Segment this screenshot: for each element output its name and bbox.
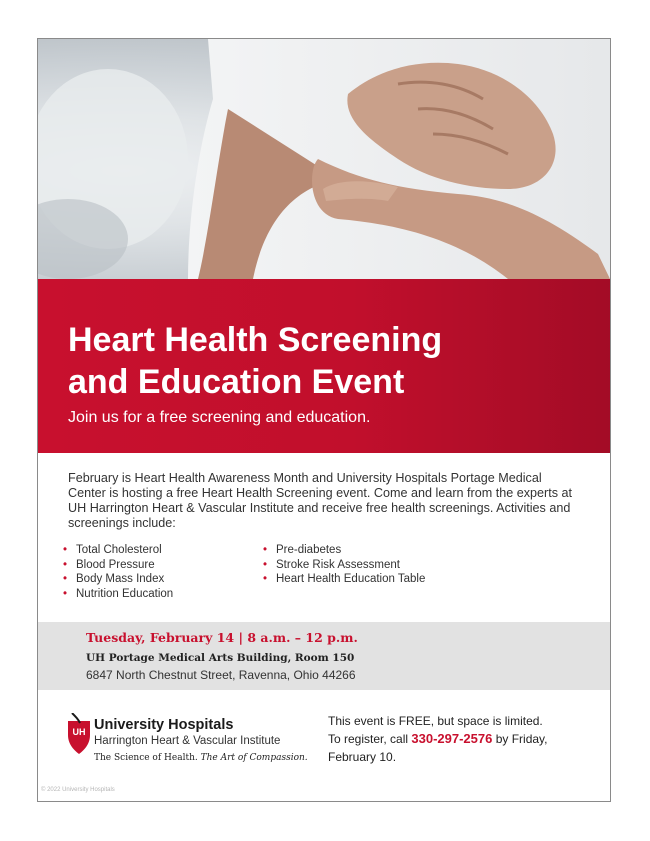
event-venue: UH Portage Medical Arts Building, Room 150 xyxy=(86,652,355,664)
list-item-label: Body Mass Index xyxy=(76,573,165,585)
uh-mark-text: UH xyxy=(72,727,86,737)
flyer xyxy=(37,38,611,802)
tagline xyxy=(94,753,308,763)
activities-list-right xyxy=(263,543,425,587)
intro-paragraph: February is Heart Health Awareness Month and University Hospitals Portage Medical Center is hosting a free Heart Health Screening event. Come and learn from the experts at UH Harrington Heart & Vascular Institute and receive free health screenings. Activities and screenings include: xyxy=(68,471,573,530)
tagline-plain: The Science of Health. xyxy=(94,753,198,763)
event-date-time: Tuesday, February 14 | 8 a.m. – 12 p.m. xyxy=(86,630,358,645)
event-title-line2: and Education Event xyxy=(68,363,405,401)
uh-logo xyxy=(66,711,316,771)
list-item-label: Stroke Risk Assessment xyxy=(276,558,400,571)
bullet-icon: • xyxy=(263,544,268,556)
list-item-label: Nutrition Education xyxy=(76,587,174,600)
hero-photo xyxy=(38,39,610,279)
registration-call-text: To register, call xyxy=(328,732,409,746)
institute-name: Harrington Heart & Vascular Institute xyxy=(94,735,281,747)
uh-shield-icon xyxy=(66,713,92,755)
list-item xyxy=(263,558,425,573)
list-item-label: Blood Pressure xyxy=(76,558,155,571)
bullet-icon: • xyxy=(63,544,68,556)
list-item-label: Total Cholesterol xyxy=(76,544,162,556)
list-item xyxy=(63,558,173,573)
bullet-icon: • xyxy=(63,573,68,585)
event-title-line1: Heart Health Screening xyxy=(68,321,443,359)
list-item-label: Pre-diabetes xyxy=(276,544,342,556)
copyright: © 2022 University Hospitals xyxy=(41,787,115,793)
list-item xyxy=(263,572,425,587)
registration-phone[interactable]: 330-297-2576 xyxy=(411,731,493,746)
registration-deadline: by Friday, February 10. xyxy=(328,732,548,764)
org-name: University Hospitals xyxy=(94,717,234,733)
title-banner xyxy=(38,279,610,453)
list-item xyxy=(63,543,173,558)
bullet-icon: • xyxy=(63,587,68,600)
list-item xyxy=(63,572,173,587)
bullet-icon: • xyxy=(263,573,268,585)
chest-pain-illustration xyxy=(38,39,610,279)
activities-list-left xyxy=(63,543,173,601)
bullet-icon: • xyxy=(263,558,268,571)
bullet-icon: • xyxy=(63,558,68,571)
registration-line1: This event is FREE, but space is limited. xyxy=(328,714,543,728)
list-item xyxy=(63,587,173,602)
tagline-italic: The Art of Compassion. xyxy=(200,753,308,763)
list-item-label: Heart Health Education Table xyxy=(276,573,426,585)
event-subtitle: Join us for a free screening and education. xyxy=(68,409,371,426)
registration-info xyxy=(328,712,588,766)
list-item xyxy=(263,543,425,558)
event-title xyxy=(68,319,442,403)
event-address: 6847 North Chestnut Street, Ravenna, Ohio 44266 xyxy=(86,668,356,682)
event-details xyxy=(38,622,610,690)
